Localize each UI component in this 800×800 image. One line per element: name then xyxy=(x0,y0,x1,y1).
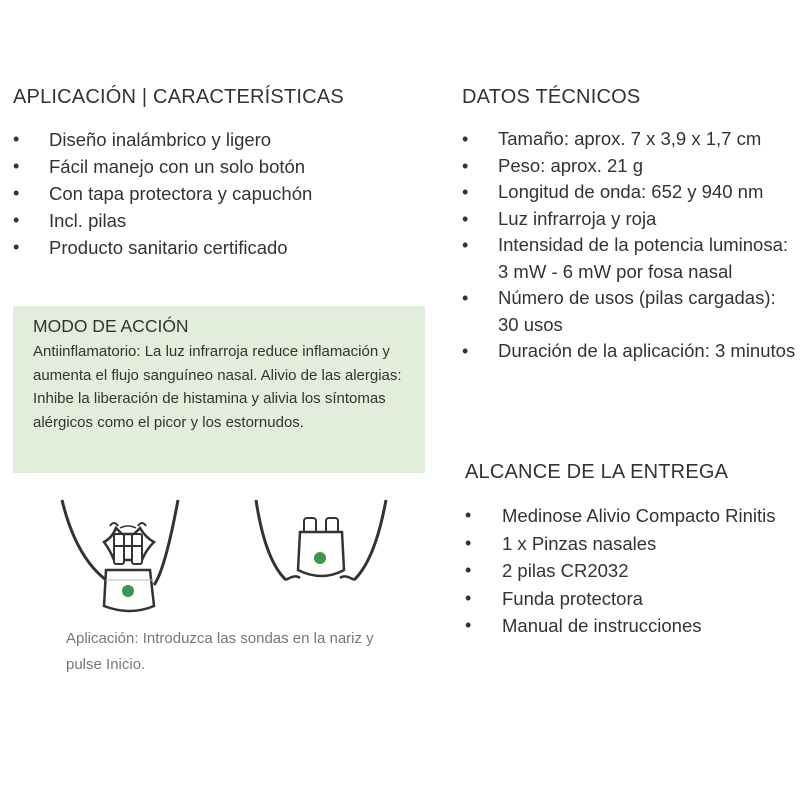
device-led-icon xyxy=(314,552,326,564)
bullet-icon: • xyxy=(13,183,20,203)
mode-title: MODO DE ACCIÓN xyxy=(33,316,189,336)
list-item: • Luz infrarroja y roja xyxy=(462,206,797,233)
application-section xyxy=(13,86,413,261)
list-item: • Longitud de onda: 652 y 940 nm xyxy=(462,179,797,206)
bullet-icon: • xyxy=(462,288,469,308)
delivery-list xyxy=(465,502,795,640)
list-item: • Peso: aprox. 21 g xyxy=(462,153,797,180)
bullet-icon: • xyxy=(462,182,469,202)
delivery-heading: ALCANCE DE LA ENTREGA xyxy=(465,461,729,483)
list-item: • Manual de instrucciones xyxy=(465,612,795,640)
bullet-icon: • xyxy=(465,560,472,580)
list-item: • Fácil manejo con un solo botón xyxy=(13,153,413,180)
application-caption: Aplicación: Introduzca las sondas en la nariz y pulse Inicio. xyxy=(66,630,374,673)
bullet-icon: • xyxy=(13,129,20,149)
bullet-icon: • xyxy=(13,237,20,257)
application-list xyxy=(13,126,413,261)
bullet-icon: • xyxy=(462,129,469,149)
technical-heading: DATOS TÉCNICOS xyxy=(462,86,641,108)
mode-of-action-box xyxy=(13,306,425,473)
bullet-icon: • xyxy=(462,155,469,176)
bullet-icon: • xyxy=(465,505,472,525)
bullet-icon: • xyxy=(462,208,469,229)
list-item: • Producto sanitario certificado xyxy=(13,234,413,261)
list-item: • Funda protectora xyxy=(465,585,795,613)
technical-section xyxy=(462,86,797,365)
application-illustration xyxy=(50,490,400,620)
list-item: • 2 pilas CR2032 xyxy=(465,557,795,585)
list-item: • Duración de la aplicación: 3 minutos xyxy=(462,338,797,365)
mode-text: Antiinflamatorio: La luz infrarroja reduce inflamación y aumenta el flujo sanguíneo nasal. Alivio de las alergias: Inhibe la liberación de histamina y alivia los síntomas alérgicos como el picor y los estornudos. xyxy=(33,343,402,431)
list-item: • Número de usos (pilas cargadas): 30 usos xyxy=(462,287,776,335)
list-item: • Con tapa protectora y capuchón xyxy=(13,180,413,207)
device-led-icon xyxy=(122,585,134,597)
bullet-icon: • xyxy=(465,532,472,553)
bullet-icon: • xyxy=(13,210,20,230)
bullet-icon: • xyxy=(462,235,469,255)
bullet-icon: • xyxy=(13,156,20,176)
list-item: • Diseño inalámbrico y ligero xyxy=(13,126,413,153)
bullet-icon: • xyxy=(465,587,472,608)
delivery-section xyxy=(465,461,795,640)
nose-device-illustration-positioned xyxy=(256,500,386,580)
technical-list xyxy=(462,126,797,365)
list-item: • Tamaño: aprox. 7 x 3,9 x 1,7 cm xyxy=(462,126,797,153)
nose-device-illustration-inserted xyxy=(62,500,178,611)
list-item: • Intensidad de la potencia luminosa: 3 mW - 6 mW por fosa nasal xyxy=(462,234,789,282)
application-heading: APLICACIÓN | CARACTERÍSTICAS xyxy=(13,86,344,108)
list-item: • Incl. pilas xyxy=(13,207,413,234)
bullet-icon: • xyxy=(462,341,469,361)
list-item: • 1 x Pinzas nasales xyxy=(465,530,795,558)
bullet-icon: • xyxy=(465,615,472,635)
list-item: • Medinose Alivio Compacto Rinitis xyxy=(465,502,795,530)
